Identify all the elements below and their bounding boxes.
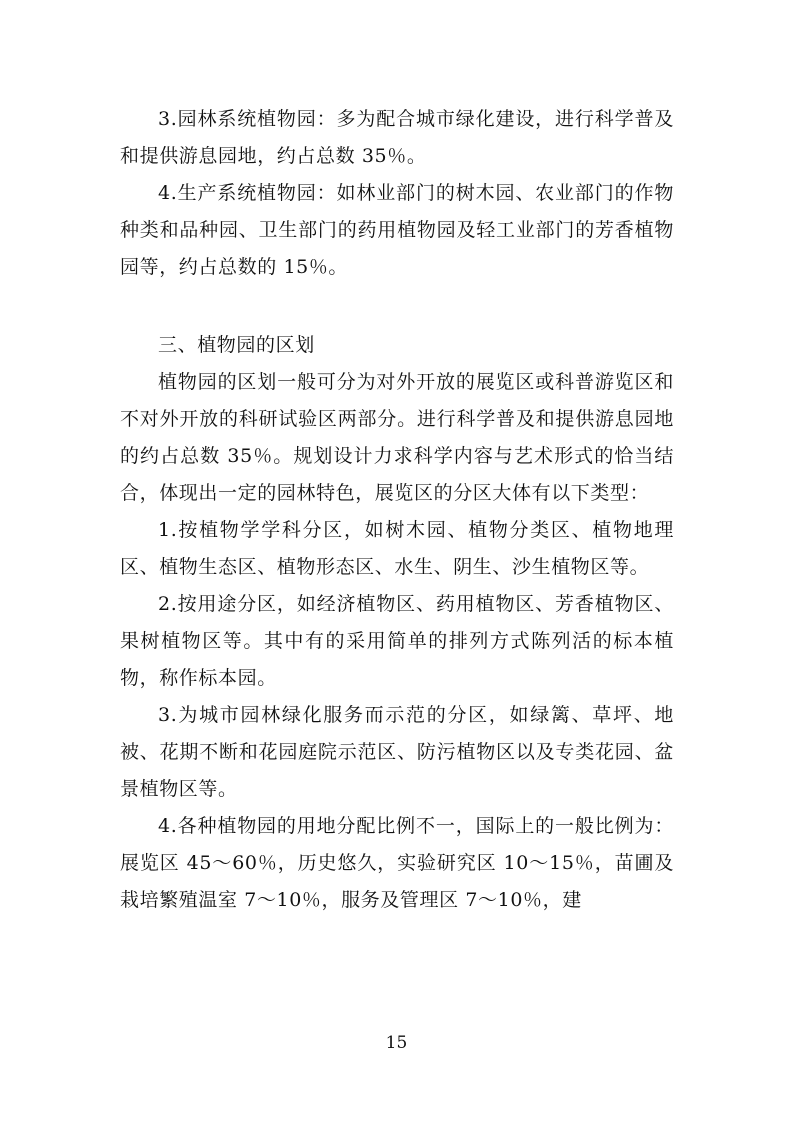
page-number: 15 — [385, 1033, 408, 1053]
paragraph-zoning-by-use: 2.按用途分区，如经济植物区、药用植物区、芳香植物区、果树植物区等。其中有的采用简单的排列方式陈列活的标本植物，称作标本园。 — [120, 593, 674, 689]
section-heading-block — [120, 327, 674, 364]
paragraph-zoning-by-discipline: 1.按植物学学科分区，如树木园、植物分类区、植物地理区、植物生态区、植物形态区、水生、阴生、沙生植物区等。 — [120, 519, 674, 578]
top-paragraphs — [120, 101, 674, 286]
section-body — [120, 364, 674, 919]
paragraph-zoning-intro: 植物园的区划一般可分为对外开放的展览区或科普游览区和不对外开放的科研试验区两部分。进行科学普及和提供游息园地的约占总数 35％。规划设计力求科学内容与艺术形式的恰当结合，体现出一定的园林特色，展览区的分区大体有以下类型： — [120, 371, 674, 504]
paragraph-land-allocation: 4.各种植物园的用地分配比例不一，国际上的一般比例为：展览区 45～60％，历史悠久，实验研究区 10～15％，苗圃及栽培繁殖温室 7～10％，服务及管理区 7～10％，建 — [120, 815, 674, 911]
section-heading: 三、植物园的区划 — [158, 334, 315, 356]
paragraph-zoning-demonstration: 3.为城市园林绿化服务而示范的分区，如绿篱、草坪、地被、花期不断和花园庭院示范区、防污植物区以及专类花园、盆景植物区等。 — [120, 704, 674, 800]
paragraph-garden-system: 3.园林系统植物园：多为配合城市绿化建设，进行科学普及和提供游息园地，约占总数 35％。 — [120, 108, 674, 167]
paragraph-production-system: 4.生产系统植物园：如林业部门的树木园、农业部门的作物种类和品种园、卫生部门的药用植物园及轻工业部门的芳香植物园等，约占总数的 15％。 — [120, 182, 674, 278]
